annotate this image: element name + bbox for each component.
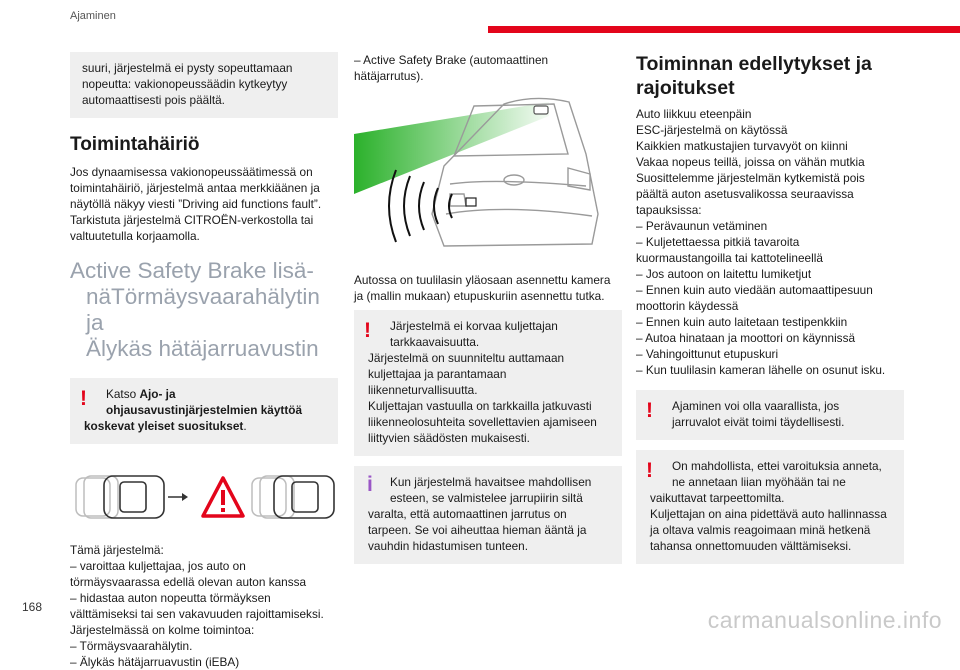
section-title: [70, 258, 338, 362]
list-item: – Ennen kuin auto laitetaan testipenkkiin: [636, 315, 848, 329]
warning-line: [84, 386, 326, 402]
text-line: – Törmäysvaarahälytin.: [70, 639, 193, 653]
list-item: Auto liikkuu eteenpäin: [636, 107, 752, 121]
list-item: – Perävaunun vetäminen: [636, 219, 768, 233]
warning-line: tahansa onnettomuuden välttämiseksi.: [650, 539, 852, 553]
list-item: Kaikkien matkustajien turvavyöt on kiinni: [636, 139, 848, 153]
warning-line: [84, 418, 326, 434]
warning-line: Ajaminen voi olla vaarallista, jos: [672, 399, 840, 413]
warning-prefix: Katso: [106, 387, 140, 401]
text-line: törmäysvaarassa edellä olevan auton kanssa: [70, 575, 307, 589]
note-line: automaattisesti pois päältä.: [82, 93, 225, 107]
warning-line: liikenneturvallisuutta.: [368, 383, 478, 397]
info-line: vauhdin hidastumisen tunteen.: [368, 539, 529, 553]
warning-line: liittyvien säädösten mukaisesti.: [368, 431, 530, 445]
text-line: Tämä järjestelmä:: [70, 543, 164, 557]
warning-suffix: .: [243, 419, 247, 433]
text-line: näytöllä näkyy viesti ”Driving aid functions fault”.: [70, 197, 322, 211]
warning-bold: koskevat yleiset suositukset: [84, 419, 244, 433]
list-item: tapauksissa:: [636, 203, 702, 217]
list-item: – Jos autoon on laitettu lumiketjut: [636, 267, 812, 281]
warning-exclamation-icon: !: [646, 399, 653, 422]
column-right: [636, 52, 904, 574]
warning-line: Kuljettajan vastuulla on tarkkailla jatkuvasti: [368, 399, 592, 413]
heading-malfunction: Toimintahäiriö: [70, 134, 200, 155]
list-item: – Vahingoittunut etupuskuri: [636, 347, 779, 361]
conditions-list: [636, 106, 904, 378]
info-icon: i: [367, 473, 373, 496]
list-item: Suosittelemme järjestelmän kytkemistä pois: [636, 171, 865, 185]
warning-exclamation-icon: !: [364, 319, 371, 342]
watermark: carmanualsonline.info: [707, 607, 942, 633]
malfunction-paragraph: [70, 164, 338, 244]
text-line: – hidastaa auton nopeutta törmäyksen: [70, 591, 271, 605]
text-line: Tarkistuta järjestelmä CITROËN-verkostolla tai: [70, 213, 314, 227]
section-title-line: Active Safety Brake lisä-: [70, 258, 314, 283]
warning-line: tarkkaavaisuutta.: [390, 335, 480, 349]
section-title-line: näTörmäysvaarahälytin ja: [86, 284, 320, 335]
collision-warning-illustration: [70, 470, 338, 524]
info-box-brake-prep: [354, 466, 622, 564]
warning-line: liikenneolosuhteita sovellettavien ajamiseen: [368, 415, 597, 429]
heading-conditions: [636, 52, 904, 100]
continued-note-box: [70, 52, 338, 118]
warning-line: ne annetaan liian myöhään tai ne: [672, 475, 846, 489]
text-line: – Älykäs hätäjarruavustin (iEBA): [70, 655, 240, 669]
section-title-line: Älykäs hätäjarruavustin: [86, 336, 319, 361]
text-line: Järjestelmässä on kolme toimintoa:: [70, 623, 255, 637]
info-line: Kun järjestelmä havaitsee mahdollisen: [390, 475, 592, 489]
warning-line: On mahdollista, ettei varoituksia anneta,: [672, 459, 882, 473]
list-item: ESC-järjestelmä on käytössä: [636, 123, 788, 137]
warning-line: kuljettajaa ja parantamaan: [368, 367, 507, 381]
text-line: toimintahäiriö, järjestelmä antaa merkkiäänen ja: [70, 181, 320, 195]
info-line: tarpeen. Se voi aiheuttaa hieman ääntä ja: [368, 523, 587, 537]
text-line: välttämiseksi tai sen vakavuuden rajoittamiseksi.: [70, 607, 324, 621]
list-item: – Kuljetettaessa pitkiä tavaroita: [636, 235, 800, 249]
header-accent-bar: [488, 26, 960, 33]
warning-line: ja oltava valmis reagoimaan minä hetkenä: [650, 523, 871, 537]
warning-box-brake-lights: [636, 390, 904, 440]
function-list-continued: [354, 52, 622, 84]
warning-line: [84, 402, 326, 418]
warning-exclamation-icon: !: [646, 459, 653, 482]
list-item: kuormaustangoilla tai kattotelineellä: [636, 251, 823, 265]
heading-line: rajoitukset: [636, 77, 735, 99]
text-line: valtuutetulla korjaamolla.: [70, 229, 200, 243]
note-line: suuri, järjestelmä ei pysty sopeuttamaan: [82, 61, 293, 75]
warning-bold: Ajo- ja: [139, 387, 176, 401]
warning-line: vaikuttavat tarpeettomilta.: [650, 491, 785, 505]
warning-box-driver-control: [636, 450, 904, 564]
info-line: varalta, että automaattinen jarrutus on: [368, 507, 567, 521]
list-item: – Ennen kuin auto viedään automaattipesuun: [636, 283, 873, 297]
figure-caption: [354, 272, 622, 304]
text-line: – Active Safety Brake (automaattinen: [354, 53, 549, 67]
column-left: [70, 52, 338, 670]
text-line: – varoittaa kuljettajaa, jos auto on: [70, 559, 246, 573]
list-item: päältä auton asetusvalikossa seuraavissa: [636, 187, 854, 201]
warning-bold: ohjausavustinjärjestelmien käyttöä: [106, 403, 303, 417]
text-line: hätäjarrutus).: [354, 69, 424, 83]
heading-line: Toiminnan edellytykset ja: [636, 53, 872, 75]
warning-line: Järjestelmä on suunniteltu auttamaan: [368, 351, 565, 365]
warning-exclamation-icon: !: [80, 387, 87, 410]
list-item: moottorin käydessä: [636, 299, 739, 313]
warning-line: Kuljettajan on aina pidettävä auto hallinnassa: [650, 507, 887, 521]
list-item: – Autoa hinataan ja moottori on käynnissä: [636, 331, 856, 345]
info-line: esteen, se valmistelee jarrupiirin siltä: [390, 491, 583, 505]
text-line: Autossa on tuulilasin yläosaan asennettu kamera: [354, 273, 611, 287]
text-line: ja (mallin mukaan) etupuskuriin asennettu tutka.: [354, 289, 605, 303]
page-number: 168: [22, 600, 43, 614]
list-item: – Kun tuulilasin kameran lähelle on osunut isku.: [636, 363, 886, 377]
warning-line: Järjestelmä ei korvaa kuljettajan: [390, 319, 558, 333]
column-middle: [354, 52, 622, 574]
warning-box-recommendations: [70, 378, 338, 444]
camera-radar-illustration: [354, 94, 622, 256]
system-description: [70, 542, 338, 670]
warning-line: jarruvalot eivät toimi täydellisesti.: [672, 415, 845, 429]
warning-box-attention: [354, 310, 622, 456]
text-line: Jos dynaamisessa vakionopeussäätimessä on: [70, 165, 313, 179]
running-header: Ajaminen: [70, 10, 116, 22]
list-item: Vakaa nopeus teillä, joissa on vähän mutkia: [636, 155, 865, 169]
note-line: nopeutta: vakionopeussäädin kytkeytyy: [82, 77, 288, 91]
